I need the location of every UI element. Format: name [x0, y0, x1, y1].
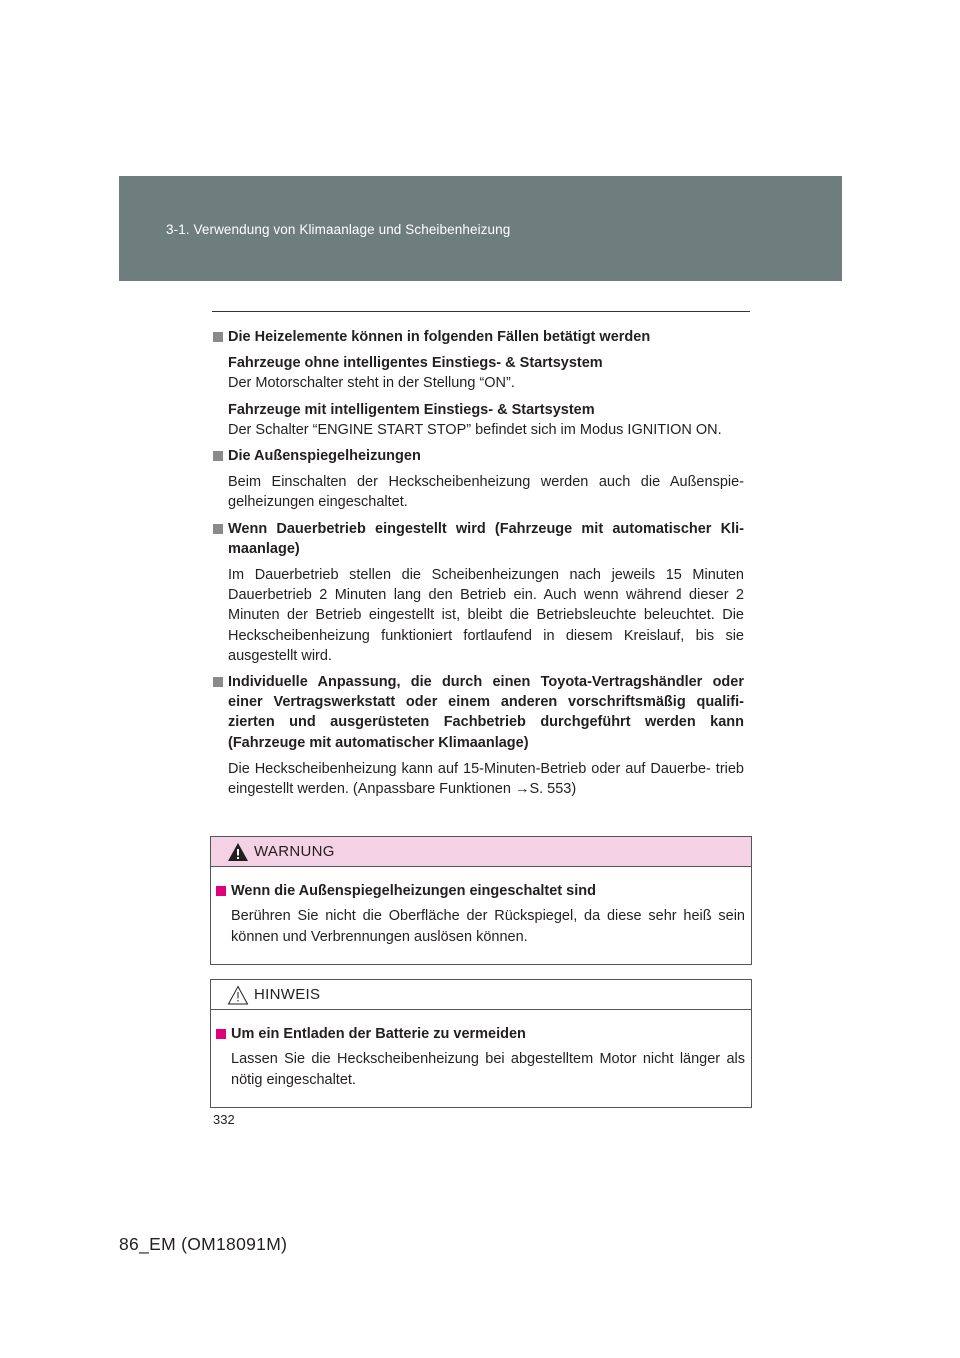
document-code: 86_EM (OM18091M) — [119, 1234, 288, 1254]
warning-box — [210, 836, 752, 965]
arrow-right-icon: → — [514, 781, 530, 798]
section-divider — [212, 311, 750, 312]
square-bullet-icon — [213, 451, 223, 461]
notice-box — [210, 979, 752, 1108]
square-bullet-icon — [213, 524, 223, 534]
section-body — [213, 565, 744, 666]
notice-text: Lassen Sie die Heckscheibenheizung bei abgestelltem Motor nicht länger als nötig eingeschaltet. — [231, 1051, 745, 1088]
paragraph: Der Motorschalter steht in der Stellung “ON”. — [228, 375, 515, 392]
section-anpassung — [213, 672, 744, 799]
paragraph: Der Schalter “ENGINE START STOP” befindet sich im Modus IGNITION ON. — [228, 421, 722, 438]
section-body — [213, 353, 744, 393]
section-title: Individuelle Anpassung, die durch einen Toyota-Vertragshändler oder einer Vertragswerkstatt oder einem anderen vorschriftsmäßig qualifi- zierten und ausgerüsteten Fachbetrieb durchgeführt werden kann (Fahrzeuge mit automatischer Klimaanlage) — [213, 672, 744, 753]
square-bullet-icon — [216, 886, 226, 896]
warning-text: Berühren Sie nicht die Oberfläche der Rückspiegel, da diese sehr heiß sein können und Verbrennungen auslösen können. — [231, 908, 745, 945]
section-title: Die Außenspiegelheizungen — [213, 446, 744, 466]
section-body — [213, 472, 744, 512]
section-aussenspiegel — [213, 446, 744, 513]
square-bullet-icon — [213, 332, 223, 342]
warning-label: WARNUNG — [254, 843, 335, 860]
section-title: Die Heizelemente können in folgenden Fällen betätigt werden — [213, 327, 744, 347]
notice-label: HINWEIS — [254, 986, 321, 1003]
warning-header — [211, 837, 751, 867]
warning-triangle-icon — [227, 842, 249, 862]
page-number: 332 — [213, 1112, 235, 1127]
section-heizelemente — [213, 327, 744, 440]
square-bullet-icon — [213, 677, 223, 687]
chapter-title: 3-1. Verwendung von Klimaanlage und Scheibenheizung — [166, 222, 511, 237]
notice-body — [211, 1010, 751, 1107]
notice-triangle-icon — [227, 985, 249, 1005]
square-bullet-icon — [216, 1029, 226, 1039]
section-body — [213, 759, 744, 799]
warning-body — [211, 867, 751, 964]
paragraph: Beim Einschalten der Heckscheibenheizung werden auch die Außenspie- gelheizungen eingeschaltet. — [228, 474, 744, 511]
section-title: Wenn Dauerbetrieb eingestellt wird (Fahrzeuge mit automatischer Kli- maanlage) — [213, 519, 744, 559]
subheading: Fahrzeuge mit intelligentem Einstiegs- & Startsystem — [228, 401, 595, 418]
paragraph: Im Dauerbetrieb stellen die Scheibenheizungen nach jeweils 15 Minuten Dauerbetrieb 2 Minuten lang den Betrieb ein. Auch wenn während dieser 2 Minuten der Betrieb eingestellt ist, bleibt die Betriebsleuchte beleuchtet. Die Heckscheibenheizung funktioniert fortlaufend in diesem Kreislauf, bis sie ausgestellt wird. — [228, 567, 744, 664]
section-dauerbetrieb — [213, 519, 744, 666]
subheading: Fahrzeuge ohne intelligentes Einstiegs- & Startsystem — [228, 355, 603, 372]
section-body — [213, 400, 744, 440]
main-content — [213, 327, 744, 805]
chapter-header-band — [119, 176, 842, 281]
warning-title: Wenn die Außenspiegelheizungen eingeschaltet sind — [216, 881, 745, 902]
notice-title: Um ein Entladen der Batterie zu vermeiden — [216, 1024, 745, 1045]
notice-header — [211, 980, 751, 1010]
paragraph: Die Heckscheibenheizung kann auf 15-Minuten-Betrieb oder auf Dauerbe- trieb eingestellt werden. (Anpassbare Funktionen →S. 553) — [228, 760, 744, 798]
